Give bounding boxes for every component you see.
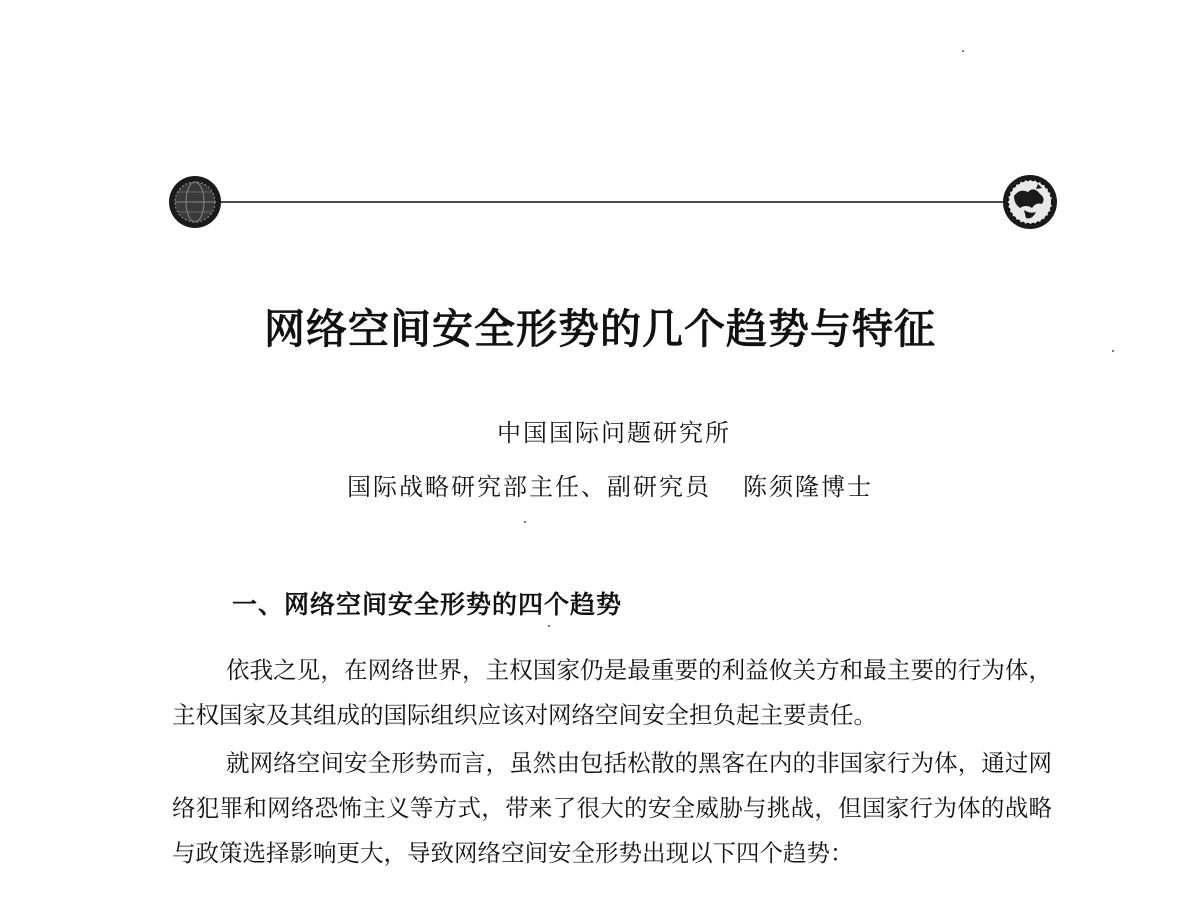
author-line: [10, 467, 1200, 502]
author-name: 陈须隆博士: [743, 473, 873, 501]
header-ornament-rule: [168, 174, 1060, 230]
scan-speck: [962, 50, 964, 52]
author-organization: 中国国际问题研究所: [497, 419, 731, 447]
paragraph: 依我之见，在网络世界，主权国家仍是最重要的利益攸关方和最主要的行为体，主权国家及其组成的国际组织应该对网络空间安全担负起主要责任。: [172, 656, 1052, 729]
scan-speck: [548, 625, 550, 627]
scan-speck: [524, 521, 526, 523]
author-role: 国际战略研究部主任、副研究员: [347, 473, 711, 501]
paragraph: 就网络空间安全形势而言，虽然由包括松散的黑客在内的非国家行为体，通过网络犯罪和网络恐怖主义等方式，带来了很大的安全威胁与挑战，但国家行为体的战略与政策选择影响更大，导致网络空间安全形势出现以下四个趋势：: [172, 749, 1052, 867]
world-map-emblem-icon: [1003, 175, 1057, 229]
scan-speck: [1112, 350, 1114, 352]
document-title: 网络空间安全形势的几个趋势与特征: [264, 305, 936, 353]
globe-emblem-icon: [169, 176, 221, 228]
section-heading: 一、网络空间安全形势的四个趋势: [232, 590, 623, 619]
